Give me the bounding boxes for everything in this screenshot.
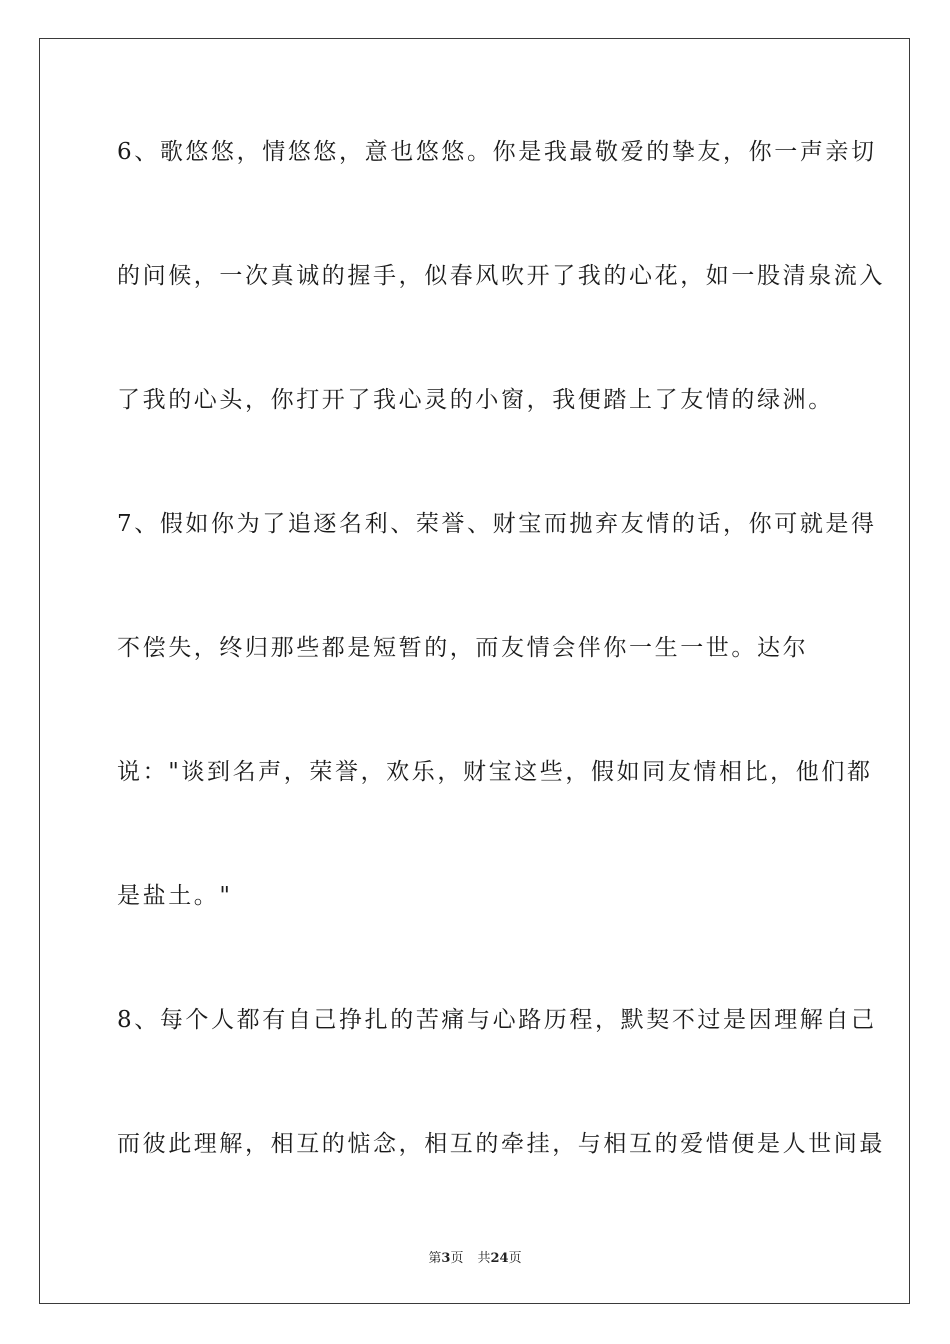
total-suffix: 页: [508, 1251, 522, 1266]
paragraph-8-line-2: 而彼此理解，相互的惦念，相互的牵挂，与相互的爱惜便是人世间最: [117, 1131, 885, 1157]
paragraph-6-line-1: 6、歌悠悠，情悠悠，意也悠悠。你是我最敬爱的挚友，你一声亲切: [117, 139, 877, 165]
page-number: 3: [441, 1251, 451, 1266]
paragraph-7-line-3: 说："谈到名声，荣誉，欢乐，财宝这些，假如同友情相比，他们都: [117, 759, 873, 785]
paragraph-7-line-4: 是盐土。": [117, 883, 233, 909]
paragraph-6-line-3: 了我的心头，你打开了我心灵的小窗，我便踏上了友情的绿洲。: [117, 387, 834, 413]
page-suffix: 页: [450, 1251, 464, 1266]
paragraph-7-line-1: 7、假如你为了追逐名利、荣誉、财宝而抛弃友情的话，你可就是得: [117, 511, 877, 537]
total-pages: 24: [490, 1251, 509, 1266]
paragraph-8-line-1: 8、每个人都有自己挣扎的苦痛与心路历程，默契不过是因理解自己: [117, 1007, 877, 1033]
page-border: [39, 38, 910, 1304]
paragraph-6-line-2: 的问候，一次真诚的握手，似春风吹开了我的心花，如一股清泉流入: [117, 263, 885, 289]
page-prefix: 第: [428, 1251, 442, 1266]
total-prefix: 共: [477, 1251, 491, 1266]
paragraph-7-line-2: 不偿失，终归那些都是短暂的，而友情会伴你一生一世。达尔: [117, 635, 809, 661]
page-footer: [0, 1247, 950, 1266]
